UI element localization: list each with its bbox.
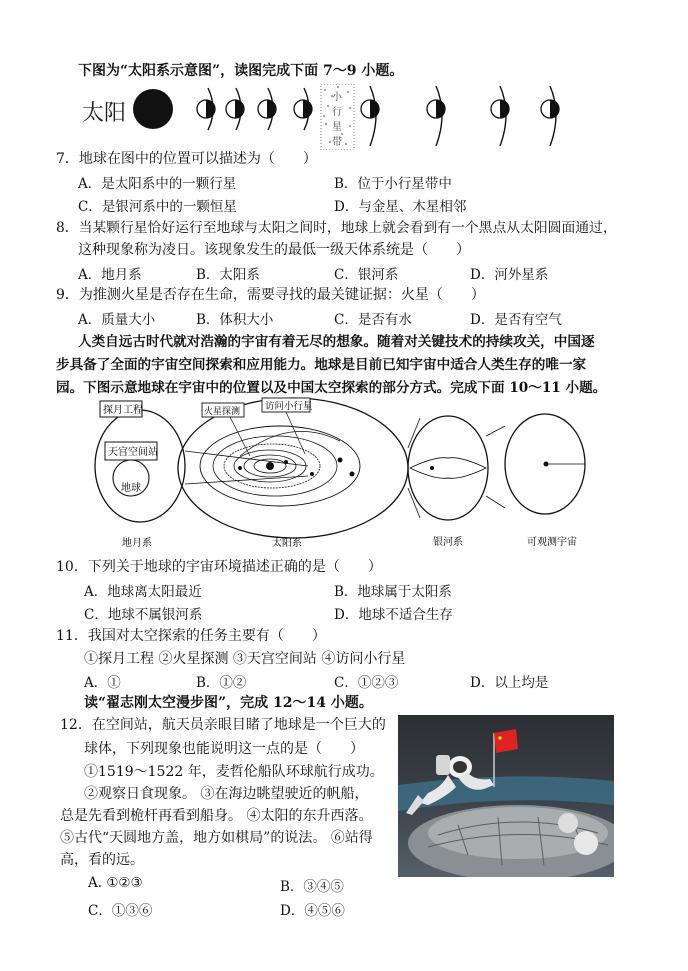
svg-text:行: 行 [332, 107, 342, 118]
q12-line3: ①1519～1522 年，麦哲伦船队环球航行成功。 [84, 764, 384, 780]
q8-option-d[interactable]: D．河外星系 [470, 267, 549, 283]
q12-option-d[interactable]: D．④⑤⑥ [280, 903, 345, 919]
intro-text-12-14: 读“翟志刚太空漫步图”，完成 12～14 小题。 [84, 695, 373, 711]
svg-text:天宫空间站: 天宫空间站 [108, 447, 158, 458]
q11-option-a[interactable]: A．① [84, 675, 121, 691]
sun-dot [266, 462, 274, 470]
universe-position-figure [90, 396, 590, 552]
q12-line7: 高，看的远。 [60, 852, 144, 868]
q7-stem: 7．地球在图中的位置可以描述为（ ） [56, 151, 317, 167]
svg-text:访问小行星: 访问小行星 [265, 401, 313, 412]
q9-option-d[interactable]: D．是否有空气 [470, 312, 562, 328]
planet-jupiter [361, 100, 379, 118]
q10-stem: 10．下列关于地球的宇宙环境描述正确的是（ ） [56, 559, 382, 575]
para2-line2: 步具备了全面的宇宙空间探索和应用能力。地球是目前已知宇宙中适合人类生存的唯一家 [56, 357, 587, 373]
q10-option-b[interactable]: B．地球属于太阳系 [334, 584, 452, 600]
svg-text:带: 带 [332, 137, 342, 148]
svg-text:地球: 地球 [121, 483, 141, 494]
q11-option-c[interactable]: C．①②③ [334, 675, 399, 691]
spacewalk-photo [398, 715, 614, 877]
sun-label: 太阳 [82, 101, 127, 126]
q9-option-a[interactable]: A．质量大小 [78, 312, 156, 328]
svg-text:探月工程: 探月工程 [103, 405, 143, 416]
q8-option-a[interactable]: A．地月系 [78, 267, 142, 283]
q12-option-b[interactable]: B．③④⑤ [280, 879, 344, 895]
planet-venus [226, 100, 244, 118]
planet-uranus [491, 100, 509, 118]
q11-option-d[interactable]: D．以上均是 [470, 675, 549, 691]
q7-option-c[interactable]: C．是银河系中的一颗恒星 [78, 199, 237, 215]
solar-system-figure [80, 84, 580, 150]
q8-stem-line1: 8．当某颗行星恰好运行至地球与太阳之间时，地球上就会看到有一个黑点从太阳圆面通过， [56, 220, 617, 236]
svg-text:火星探测: 火星探测 [204, 407, 241, 417]
planet-neptune [541, 100, 559, 118]
q12-line1: 12．在空间站，航天员亲眼目睹了地球是一个巨大的 [60, 717, 386, 733]
svg-text:可观测宇宙: 可观测宇宙 [527, 537, 577, 548]
galaxy-ellipse [408, 416, 488, 520]
q12-line6: ⑤古代“天圆地方盖，地方如棋局”的说法。 ⑥站得 [60, 830, 373, 846]
q12-option-c[interactable]: C．①③⑥ [88, 903, 153, 919]
intro-text-7-9: 下图为“太阳系示意图”，读图完成下面 7～9 小题。 [78, 63, 404, 79]
q12-option-a[interactable]: A. ①②③ [88, 875, 143, 891]
para2-line3: 园。下图示意地球在宇宙中的位置以及中国太空探索的部分方式。完成下面 10～11 小题。 [56, 380, 607, 396]
q11-stem: 11．我国对太空探索的任务主要有（ ） [56, 628, 326, 644]
q9-option-b[interactable]: B．体积大小 [196, 312, 274, 328]
q12-line2: 球体，下列现象也能说明这一点的是（ ） [84, 741, 364, 757]
earth-moon-ellipse [95, 410, 185, 522]
svg-text:星: 星 [332, 122, 342, 133]
q8-option-b[interactable]: B．太阳系 [196, 267, 260, 283]
q7-option-b[interactable]: B．位于小行星带中 [334, 176, 452, 192]
q10-option-a[interactable]: A．地球离太阳最近 [84, 584, 202, 600]
svg-text:银河系: 银河系 [433, 537, 463, 548]
svg-text:地月系: 地月系 [122, 538, 152, 549]
planet-earth [258, 100, 276, 118]
q8-stem-line2: 这种现象称为凌日。该现象发生的最低一级天体系统是（ ） [78, 242, 470, 258]
q8-option-c[interactable]: C．银河系 [334, 267, 399, 283]
q10-option-c[interactable]: C．地球不属银河系 [84, 607, 203, 623]
q7-option-d[interactable]: D．与金星、木星相邻 [334, 199, 467, 215]
planet-mars [294, 100, 312, 118]
q7-option-a[interactable]: A．是太阳系中的一颗行星 [78, 176, 237, 192]
q10-option-d[interactable]: D．地球不适合生存 [334, 607, 453, 623]
svg-text:太阳系: 太阳系 [272, 538, 302, 549]
q9-option-c[interactable]: C．是否有水 [334, 312, 412, 328]
q11-option-b[interactable]: B．①② [196, 675, 247, 691]
planet-mercury [197, 100, 215, 118]
sun-icon [133, 89, 173, 129]
q9-stem: 9．为推测火星是否存在生命，需要寻找的最关键证据：火星（ ） [56, 287, 485, 303]
planet-saturn [427, 100, 445, 118]
svg-text:小: 小 [332, 92, 342, 103]
q12-line5: 总是先看到桅杆再看到船身。 ④太阳的东升西落。 [60, 808, 373, 824]
para2-line1: 人类自远古时代就对浩瀚的宇宙有着无尽的想象。随着对关键技术的持续攻关，中国逐 [78, 334, 595, 350]
q11-items: ①探月工程 ②火星探测 ③天宫空间站 ④访问小行星 [84, 651, 406, 667]
solar-system-ellipse [178, 398, 408, 538]
q12-line4: ②观察日食现象。 ③在海边眺望驶近的帆船， [84, 786, 369, 802]
